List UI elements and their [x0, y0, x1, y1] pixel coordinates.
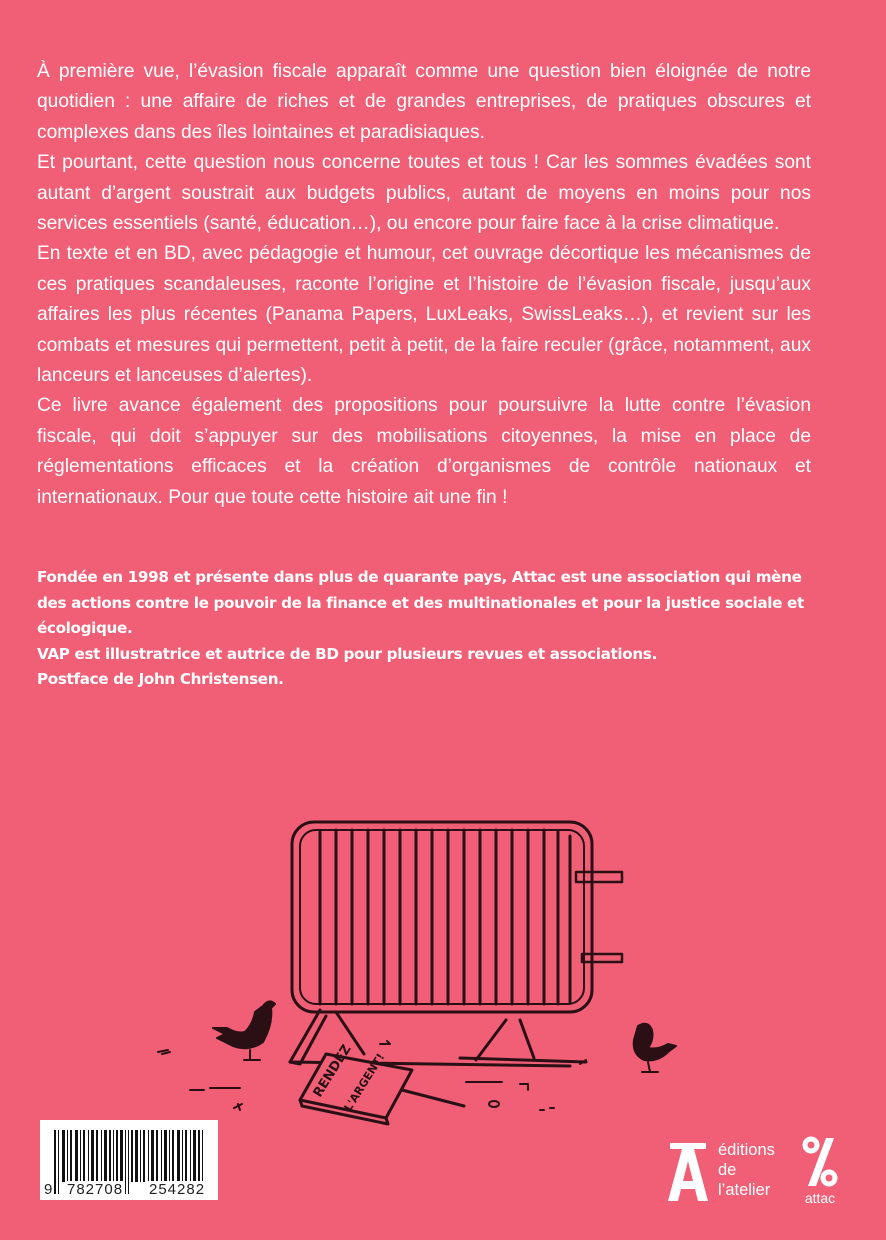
attac-label: attac: [804, 1190, 836, 1206]
blurb-paragraph-4: Ce livre avance également des propositions pour poursuivre la lutte contre l’évasion fiscale, qui doit s’appuyer sur des mobilisations citoyennes, la mise en place de réglementations efficaces et la création d’organismes de contrôle nationaux et internationaux. Pour que toute cette histoire ait une fin !: [37, 395, 811, 508]
about-section: [37, 565, 811, 693]
publisher-logo: [668, 1140, 775, 1203]
blurb-paragraph-1: À première vue, l’évasion fiscale apparaît comme une question bien éloignée de notre quotidien : une affaire de riches et de grandes entreprises, de pratiques obscures et complexes dans des îles lointaines et paradisiaques.: [37, 61, 811, 143]
barrier-illustration: [150, 810, 710, 1130]
barrier-icon: [290, 822, 622, 1066]
about-illustrator: VAP est illustratrice et autrice de BD pour plusieurs revues et associations.: [37, 644, 657, 663]
isbn-barcode: [40, 1120, 218, 1200]
percent-logo-icon: [802, 1136, 838, 1188]
barcode-first-digit: 9: [44, 1181, 53, 1198]
attac-logo: [800, 1136, 840, 1206]
about-postface: Postface de John Christensen.: [37, 670, 284, 689]
pigeon-right-icon: [634, 1024, 676, 1072]
barcode-left-digits: 782708: [67, 1181, 124, 1198]
barcode-right-digits: 254282: [149, 1181, 206, 1198]
protest-sign-icon: [300, 1042, 464, 1124]
publisher-name: éditions de l’atelier: [718, 1141, 775, 1199]
back-cover-blurb: [37, 57, 811, 513]
svg-text:RENDEZ: RENDEZ: [310, 1042, 355, 1101]
about-attac: Fondée en 1998 et présente dans plus de quarante pays, Attac est une association qui mène des actions contre le pouvoir de la finance et des multinationales et pour la justice sociale et écologique.: [37, 568, 804, 638]
blurb-paragraph-2: Et pourtant, cette question nous concerne toutes et tous ! Car les sommes évadées sont autant d’argent soustrait aux budgets publics, autant de moyens en moins pour nos services essentiels (santé, éducation…), ou encore pour faire face à la crise climatique.: [37, 152, 811, 235]
pigeon-left-icon: [213, 1001, 275, 1060]
blurb-paragraph-3: En texte et en BD, avec pédagogie et humour, cet ouvrage décortique les mécanismes de ces pratiques scandaleuses, raconte l’origine et l’histoire de l’évasion fiscale, jusqu’aux affaires les plus récentes (Panama Papers, LuxLeaks, SwissLeaks…), et revient sur les combats et mesures qui permettent, petit à petit, de la faire reculer (grâce, notamment, aux lanceurs et lanceuses d’alertes).: [37, 243, 811, 387]
svg-text:L'ARGENT!: L'ARGENT!: [341, 1051, 388, 1114]
atelier-a-logo-icon: [668, 1143, 708, 1203]
